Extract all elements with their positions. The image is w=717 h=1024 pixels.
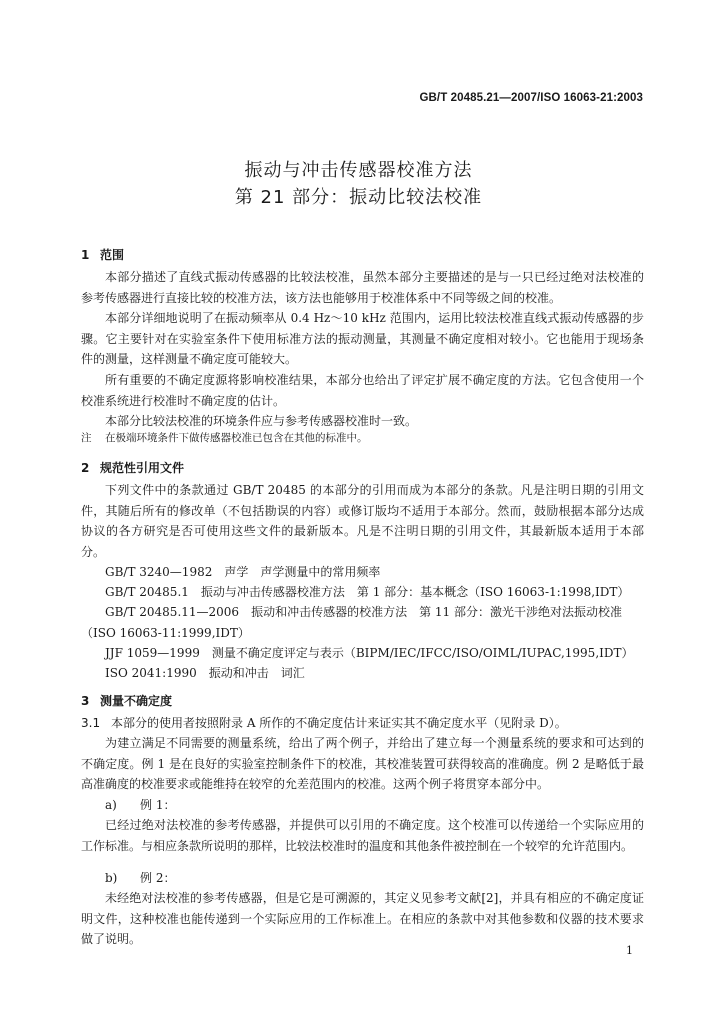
list-marker: a) — [105, 798, 117, 812]
section-3-heading — [81, 692, 172, 709]
paragraph: 未经绝对法校准的参考传感器，但是它是可溯源的，其定义见参考文献[2]，并具有相应的不确定度证明文件，这种校准也能传递到一个实际应用的工作标准上。在相应的条款中对其他参数和仪器的技术要求做了说明。 — [81, 891, 644, 946]
subclause-number: 3.1 — [81, 716, 101, 730]
note-label: 注 — [81, 432, 92, 444]
subclause-text: 本部分的使用者按照附录 A 所作的不确定度估计来证实其不确定度水平（见附录 D）。 — [111, 716, 567, 730]
reference-item: GB/T 20485.1 振动与冲击传感器校准方法 第 1 部分：基本概念（ISO 16063-1:1998,IDT） — [105, 585, 630, 599]
reference-item: ISO 2041:1990 振动和冲击 词汇 — [105, 666, 305, 680]
list-item-b — [105, 868, 175, 888]
reference-item: GB/T 20485.11—2006 振动和冲击传感器的校准方法 第 11 部分：激光干涉绝对法振动校准（ISO 16063-11:1999,IDT） — [81, 605, 622, 640]
list-marker: b) — [105, 871, 118, 885]
list-item-title: 例 1： — [140, 798, 176, 812]
section-number: 2 — [81, 461, 90, 475]
page-number: 1 — [626, 944, 633, 957]
paragraph: 本部分比较法校准的环境条件应与参考传感器校准时一致。 — [105, 414, 418, 428]
note — [81, 430, 644, 446]
section-title: 范围 — [100, 248, 125, 262]
reference-item: GB/T 3240—1982 声学 声学测量中的常用频率 — [105, 565, 381, 579]
paragraph: 本部分描述了直线式振动传感器的比较法校准，虽然本部分主要描述的是与一只已经过绝对法校准的参考传感器进行直接比较的校准方法，该方法也能够用于校准体系中不同等级之间的校准。 — [81, 270, 644, 305]
paragraph: 下列文件中的条款通过 GB/T 20485 的本部分的引用而成为本部分的条款。凡是注明日期的引用文件，其随后所有的修改单（不包括勘误的内容）或修订版均不适用于本部分。然而，鼓励根据本部分达成协议的各方研究是否可使用这些文件的最新版本。凡是不注明日期的引用文件，其最新版本适用于本部分。 — [81, 483, 644, 559]
paragraph: 为建立满足不同需要的测量系统，给出了两个例子，并给出了建立每一个测量系统的要求和可达到的不确定度。例 1 是在良好的实验室控制条件下的校准，其校准装置可获得较高的准确度。例 2 是略低于最高准确度的校准要求或能维持在较窄的允差范围内的校准。这两个例子将贯穿本部分中。 — [81, 736, 644, 791]
section-title: 规范性引用文件 — [100, 461, 185, 475]
paragraph: 本部分详细地说明了在振动频率从 0.4 Hz～10 kHz 范围内，运用比较法校准直线式振动传感器的步骤。它主要针对在实验室条件下使用标准方法的振动测量，其测量不确定度相对较小。它也能用于现场条件的测量，这样测量不确定度可能较大。 — [81, 311, 644, 366]
paragraph: 所有重要的不确定度源将影响校准结果，本部分也给出了评定扩展不确定度的方法。它包含使用一个校准系统进行校准时不确定度的估计。 — [81, 373, 644, 408]
section-1-heading — [81, 246, 124, 263]
page-header: GB/T 20485.21—2007/ISO 16063-21:2003 — [419, 92, 643, 104]
list-item-title: 例 2： — [140, 871, 176, 885]
subclause — [81, 713, 644, 734]
paragraph: 已经过绝对法校准的参考传感器，并提供可以引用的不确定度。这个校准可以传递给一个实际应用的工作标准。与相应条款所说明的那样，比较法校准时的温度和其他条件被控制在一个较窄的允许范围内。 — [81, 818, 644, 853]
section-title: 测量不确定度 — [100, 694, 173, 708]
section-2-heading — [81, 459, 184, 476]
document-subtitle: 第 21 部分：振动比较法校准 — [234, 187, 483, 208]
section-number: 1 — [81, 248, 90, 262]
list-item-a — [105, 795, 175, 815]
document-title: 振动与冲击传感器校准方法 — [244, 160, 473, 181]
reference-item: JJF 1059—1999 测量不确定度评定与表示（BIPM/IEC/IFCC/ISO/OIML/IUPAC,1995,IDT） — [105, 646, 634, 660]
note-text: 在极端环境条件下做传感器校准已包含在其他的标准中。 — [105, 432, 368, 444]
section-number: 3 — [81, 694, 90, 708]
